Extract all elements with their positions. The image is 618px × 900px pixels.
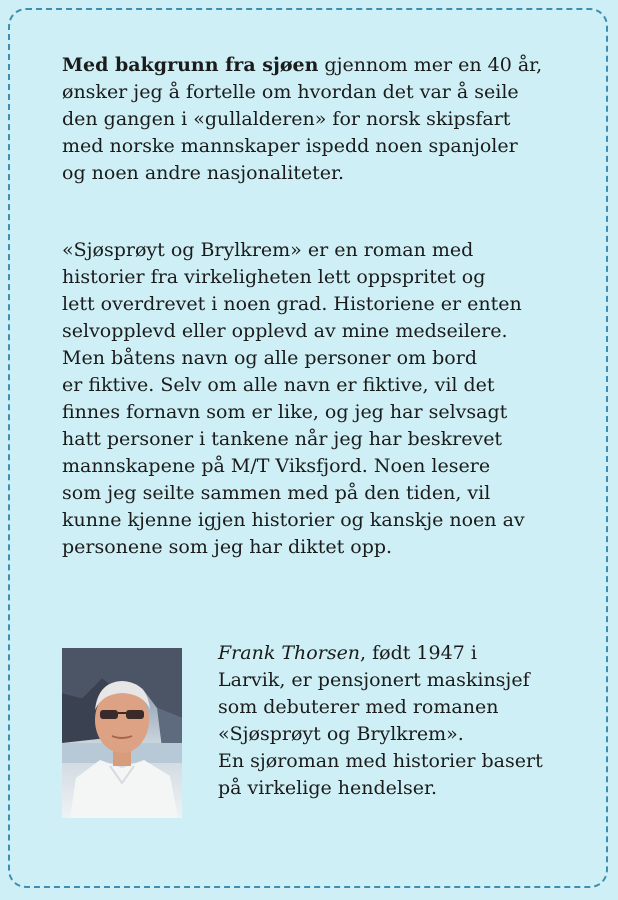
description-line: lett overdrevet i noen grad. Historiene er enten [62,293,522,315]
intro-line: med norske mannskaper ispedd noen spanjoler [62,135,518,157]
description-line: hatt personer i tankene når jeg har beskrevet [62,428,503,450]
description-line: personene som jeg har diktet opp. [62,536,393,558]
author-bio [218,640,588,802]
bio-line: på virkelige hendelser. [218,777,438,799]
bold-intro: Med bakgrunn fra sjøen [62,54,319,76]
description-line: finnes fornavn som er like, og jeg har selvsagt [62,401,508,423]
bio-line: Larvik, er pensjonert maskinsjef [218,669,530,691]
intro-paragraph [62,52,582,187]
description-paragraph [62,237,582,561]
description-line: er fiktive. Selv om alle navn er fiktive, vil det [62,374,495,396]
intro-line-1 [62,52,582,79]
bio-line: som debuterer med romanen [218,696,499,718]
author-photo [62,648,182,818]
intro-line: den gangen i «gullalderen» for norsk skipsfart [62,108,511,130]
description-line: kunne kjenne igjen historier og kanskje noen av [62,509,525,531]
bio-line-1 [218,640,588,667]
description-line: historier fra virkeligheten lett oppspritet og [62,266,486,288]
description-line: mannskapene på M/T Viksfjord. Noen lesere [62,455,491,477]
author-name: Frank Thorsen [218,642,361,664]
intro-line: og noen andre nasjonaliteter. [62,162,345,184]
intro-line-1-rest: gjennom mer en 40 år, [318,54,543,76]
bio-line-1-rest: , født 1947 i [360,642,477,664]
description-line: som jeg seilte sammen med på den tiden, vil [62,482,491,504]
intro-line: ønsker jeg å fortelle om hvordan det var å seile [62,81,519,103]
description-line: selvopplevd eller opplevd av mine medseilere. [62,320,508,342]
description-line: Men båtens navn og alle personer om bord [62,347,477,369]
description-line: «Sjøsprøyt og Brylkrem» er en roman med [62,239,474,261]
bio-line: «Sjøsprøyt og Brylkrem». [218,723,464,745]
bio-line: En sjøroman med historier basert [218,750,543,772]
author-portrait-icon [62,648,182,818]
